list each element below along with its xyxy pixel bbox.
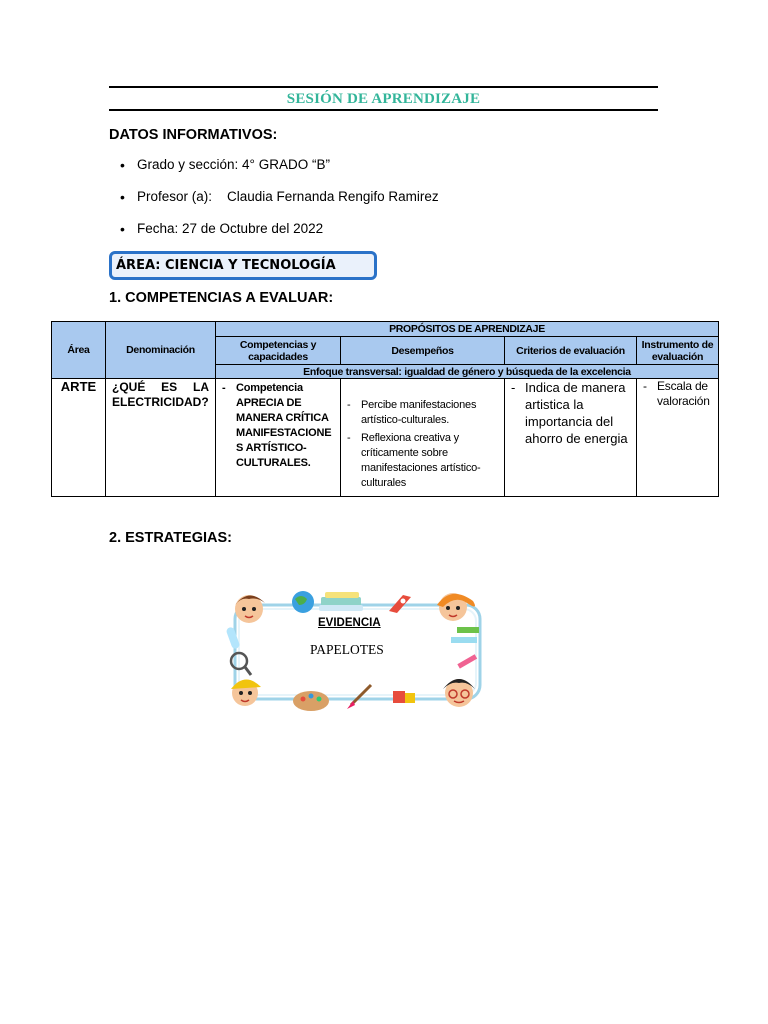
- list-item: • Profesor (a): Claudia Fernanda Rengifo Ramirez: [120, 188, 439, 220]
- header-criterios: Criterios de evaluación: [505, 337, 637, 365]
- top-rule: [109, 86, 658, 88]
- books-icon: [319, 592, 363, 611]
- cell-area: ARTE: [52, 379, 106, 497]
- list-item: • Fecha: 27 de Octubre del 2022: [120, 220, 439, 252]
- header-instrumento: Instrumento de evaluación: [637, 337, 719, 365]
- instrumento-item: - Escala de valoración: [639, 379, 716, 409]
- header-desempenos: Desempeños: [341, 337, 505, 365]
- header-enfoque: Enfoque transversal: igualdad de género y búsqueda de la excelencia: [216, 365, 719, 379]
- globe-icon: [292, 591, 314, 613]
- header-propositos: PROPÓSITOS DE APRENDIZAJE: [216, 322, 719, 337]
- cell-instrumento: [637, 379, 719, 497]
- header-competencias: Competencias y capacidades: [216, 337, 341, 365]
- section-competencias-heading: 1. COMPETENCIAS A EVALUAR:: [109, 290, 334, 306]
- competencia-item: - Competencia APRECIA DE MANERA CRÍTICA MANIFESTACIONE S ARTÍSTICO-CULTURALES.: [218, 381, 338, 471]
- cell-denominacion: [106, 379, 216, 497]
- area-label-box: ÁREA: CIENCIA Y TECNOLOGÍA: [109, 251, 377, 280]
- denominacion-line-2: ELECTRICIDAD?: [112, 395, 209, 409]
- header-denominacion: Denominación: [106, 322, 216, 379]
- header-area: Área: [52, 322, 106, 379]
- list-item: • Grado y sección: 4° GRADO “B”: [120, 156, 439, 188]
- palette-icon: [293, 691, 329, 711]
- cell-criterio: [505, 379, 637, 497]
- desempeno-item: - Percibe manifestaciones artístico-culturales.: [343, 398, 502, 428]
- evidencia-value: PAPELOTES: [310, 642, 384, 657]
- criterio-item: - Indica de manera artistica la importancia del ahorro de energia: [507, 379, 634, 447]
- section-estrategias-heading: 2. ESTRATEGIAS:: [109, 530, 232, 546]
- cell-desempenos: [341, 379, 505, 497]
- datos-heading: DATOS INFORMATIVOS:: [109, 127, 278, 143]
- evidencia-label: EVIDENCIA: [318, 617, 381, 629]
- denominacion-line-1: ¿QUÉ ES LA: [112, 380, 209, 394]
- cell-competencia: [216, 379, 341, 497]
- datos-list: [120, 156, 439, 252]
- desempeno-item: - Reflexiona creativa y críticamente sobre manifestaciones artístico-culturales: [343, 431, 502, 491]
- page-title: SESIÓN DE APRENDIZAJE: [286, 91, 481, 107]
- competencias-table: [51, 321, 719, 497]
- title-underline: [109, 109, 658, 111]
